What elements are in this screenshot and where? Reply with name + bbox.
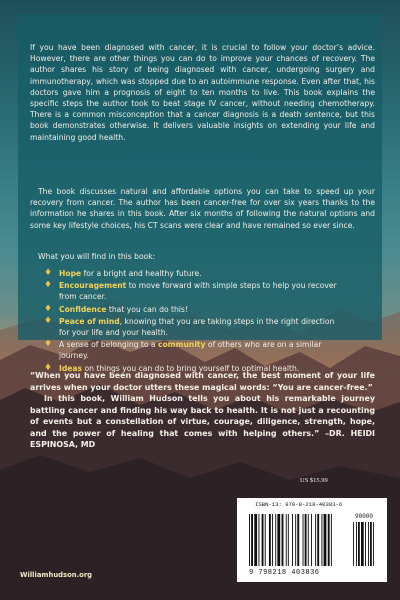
diamond-bullet-icon: ♦ bbox=[44, 268, 53, 278]
list-item: ♦ Encouragement to move forward with simple steps to help you recover from cancer. bbox=[44, 280, 337, 302]
description-paragraph-2: The book discusses natural and affordable options you can take to speed up your recovery from cancer. The author has been cancer-free for over six years thanks to the information he shares in this book. After six months of following the natural options and some key lifestyle choices, his CT scans were clear and have remained so ever since. bbox=[30, 187, 375, 230]
isbn-label: ISBN-13: 979-8-218-40383-6 bbox=[255, 501, 343, 508]
barcode-icon bbox=[243, 508, 383, 570]
list-item: ♦ Ideas on things you can do to bring yourself to optimal health. bbox=[44, 362, 300, 373]
author-website: Williamhudson.org bbox=[20, 571, 93, 579]
isbn-barcode-box bbox=[237, 498, 387, 582]
diamond-bullet-icon: ♦ bbox=[44, 280, 53, 291]
benefits-list bbox=[44, 268, 344, 375]
bullet-list-heading: What you will find in this book: bbox=[38, 252, 156, 261]
diamond-bullet-icon: ♦ bbox=[44, 362, 53, 373]
diamond-bullet-icon: ♦ bbox=[44, 303, 53, 314]
price-label: US $15.99 bbox=[300, 477, 328, 484]
list-item: ♦ A sense of belonging to a community of others who are on a similar journey. bbox=[44, 339, 322, 361]
diamond-bullet-icon: ♦ bbox=[44, 315, 53, 326]
list-item: ♦ Confidence that you can do this! bbox=[44, 303, 188, 314]
list-item: ♦ Peace of mind, knowing that you are taking steps in the right direction for your life and your health. bbox=[44, 315, 335, 338]
quote-part-1: “When you have been diagnosed with cancer, the best moment of your life arrives when your doctor utters these magical words: “You are cancer-free.” bbox=[30, 371, 375, 392]
endorsement-quote bbox=[30, 370, 375, 451]
list-item: ♦ Hope for a bright and healthy future. bbox=[44, 268, 202, 278]
price-code: 90000 bbox=[355, 513, 374, 520]
isbn-digits: 9 798218 403836 bbox=[249, 569, 320, 577]
description-paragraph-1: If you have been diagnosed with cancer, it is crucial to follow your doctor’s advice. However, there are other things you can do to improve your chances of recovery. The author shares his story of being diagnosed with cancer, undergoing surgery and immunotherapy, which was stopped due to an autoimmune response. Even after that, his doctors gave him a prognosis of eight to ten months to live. This book explains the specific steps the author took to beat stage IV cancer, without needing chemotherapy. There is a common misconception that a cancer diagnosis is a death sentence, but this book demonstrates otherwise. It delivers valuable insights on extending your life and maintaining good health. bbox=[30, 43, 375, 142]
quote-part-2: In this book, William Hudson tells you about his remarkable journey battling cancer and finding his way back to health. It is not just a recounting of events but a constellation of virtue, courage, diligence, strength, hope, and the power of healing that comes with helping others.” –DR. HEIDI ESPINOSA, MD bbox=[30, 394, 375, 449]
diamond-bullet-icon: ♦ bbox=[44, 339, 53, 350]
